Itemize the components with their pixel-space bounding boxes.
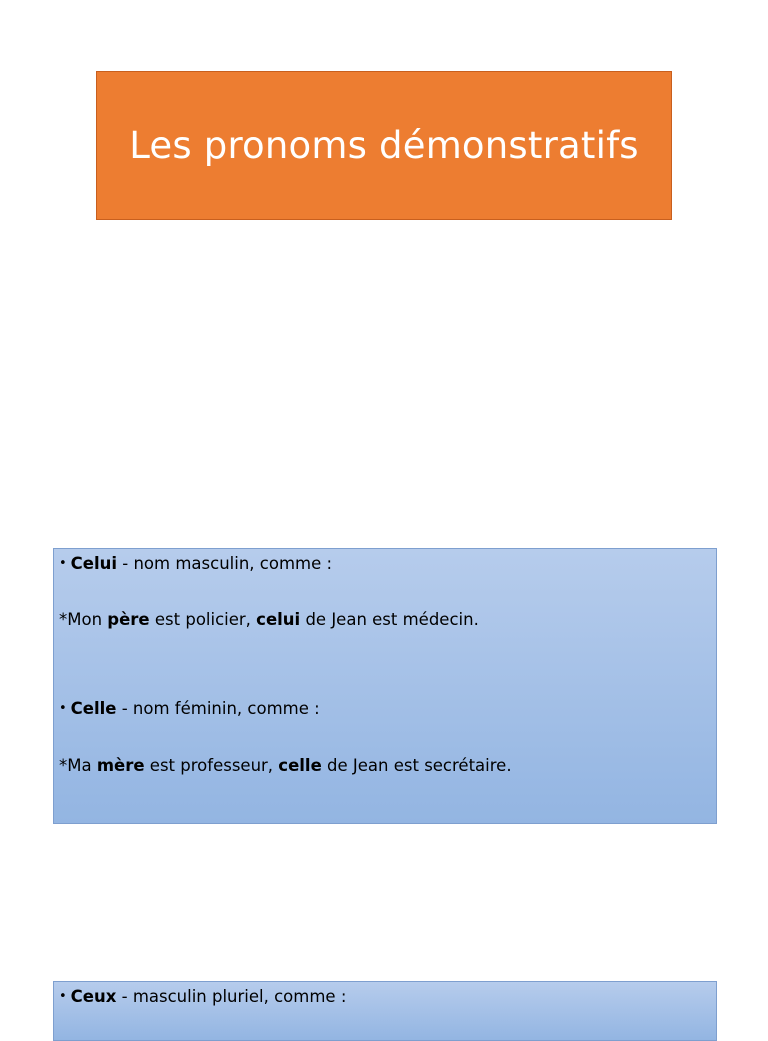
title-box [96, 71, 672, 220]
text-card-ceux [53, 981, 717, 1041]
bullet-ceux-rest: - masculin pluriel, comme : [116, 987, 347, 1006]
bullet-icon: • [59, 701, 67, 716]
bullet-celle-rest: - nom féminin, comme : [116, 699, 320, 718]
page-title: Les pronoms démonstratifs [129, 124, 639, 167]
bullet-celui [59, 554, 332, 574]
term-ceux: Ceux [70, 987, 117, 1006]
example-celui: *Mon père est policier, celui de Jean est médecin. [59, 610, 479, 629]
text-card-celui-celle [53, 548, 717, 824]
example-celle: *Ma mère est professeur, celle de Jean est secrétaire. [59, 756, 512, 775]
term-celle: Celle [70, 699, 117, 718]
bullet-celle [59, 699, 320, 719]
bullet-icon: • [59, 989, 67, 1004]
bullet-celui-rest: - nom masculin, comme : [117, 554, 333, 573]
bullet-ceux [59, 987, 346, 1007]
term-celui: Celui [70, 554, 118, 573]
bullet-icon: • [59, 556, 67, 571]
